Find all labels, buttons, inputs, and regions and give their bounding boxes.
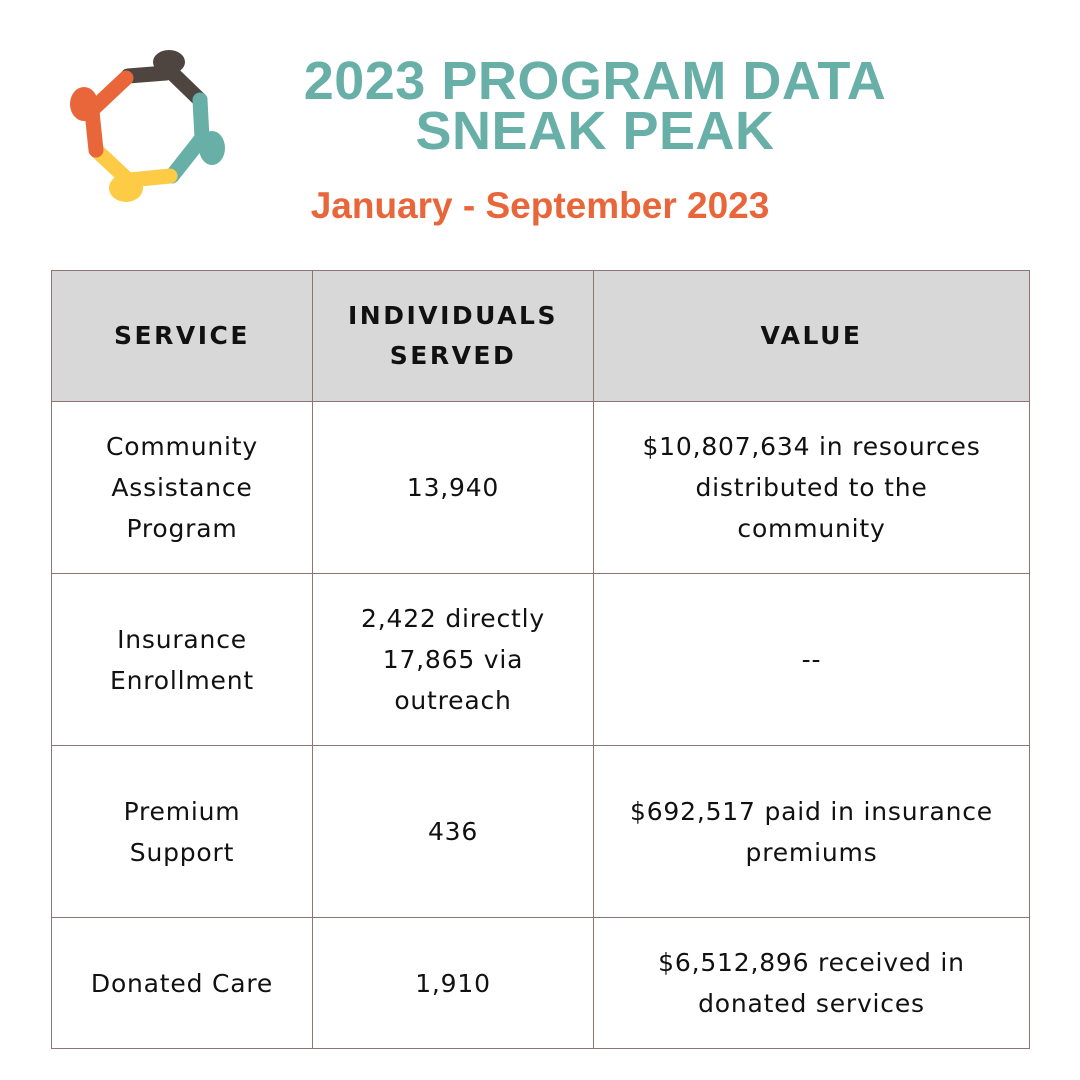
cell-individuals-text: 2,422 directly 17,865 via outreach [361, 604, 545, 715]
cell-service [52, 402, 313, 574]
cell-service [52, 574, 313, 746]
cell-individuals: 13,940 [313, 402, 594, 574]
cell-service-text: Community Assistance Program [106, 432, 258, 543]
cell-individuals [313, 574, 594, 746]
table-row [52, 746, 1030, 918]
program-data-table [51, 270, 1030, 1049]
logo-figure-teal [172, 100, 225, 176]
page-title-line-1: 2023 PROGRAM DATA [303, 51, 887, 111]
cell-value-text: $10,807,634 in resources distributed to the community [642, 432, 981, 543]
date-range-subtitle: January - September 2023 [310, 185, 770, 226]
logo-figure-yellow [96, 150, 170, 202]
logo-figure-brown [128, 50, 200, 100]
cell-service [52, 746, 313, 918]
cell-value-text: $6,512,896 received in donated services [658, 948, 965, 1018]
table-row [52, 918, 1030, 1049]
page-title [240, 51, 950, 161]
header-individuals-served [313, 271, 594, 402]
cell-value: -- [594, 574, 1030, 746]
page-title-line-2: SNEAK PEAK [415, 101, 775, 161]
cell-value [594, 402, 1030, 574]
cell-individuals: 1,910 [313, 918, 594, 1049]
cell-value [594, 746, 1030, 918]
table-header-row [52, 271, 1030, 402]
cell-value [594, 918, 1030, 1049]
table-row [52, 574, 1030, 746]
table-row [52, 402, 1030, 574]
circle-of-people-logo [62, 42, 232, 212]
header-value: VALUE [594, 271, 1030, 402]
header-service: SERVICE [52, 271, 313, 402]
cell-service: Donated Care [52, 918, 313, 1049]
cell-individuals: 436 [313, 746, 594, 918]
header-individuals-served-text: INDIVIDUALS SERVED [348, 301, 558, 370]
cell-service-text: Premium Support [123, 796, 241, 867]
cell-service-text: Insurance Enrollment [110, 624, 254, 695]
cell-value-text: $692,517 paid in insurance premiums [630, 796, 993, 867]
logo-figure-orange [70, 78, 126, 150]
